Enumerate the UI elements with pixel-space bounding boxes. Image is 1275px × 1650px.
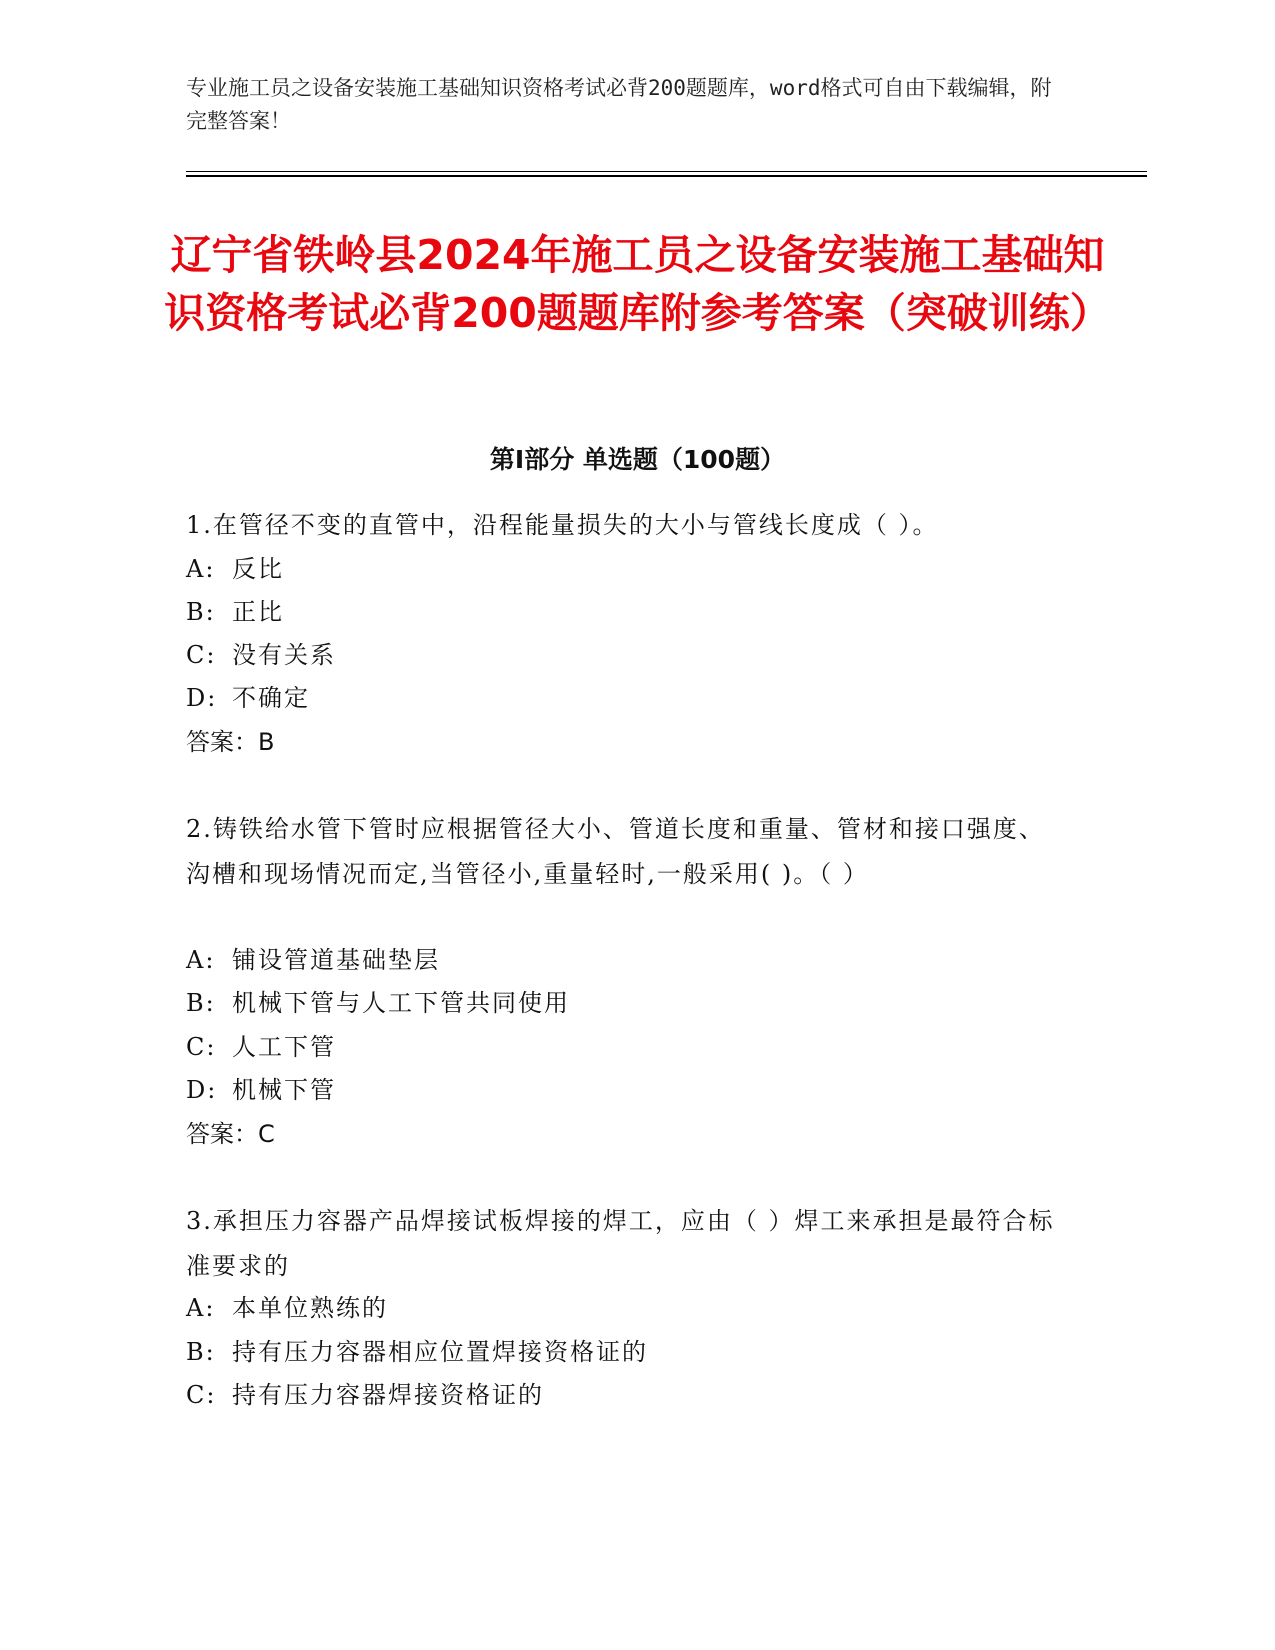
option-text: 机械下管 [232, 1076, 336, 1104]
question-2-text: 2.铸铁给水管下管时应根据管径大小、管道长度和重量、管材和接口强度、沟槽和现场情况而定,当管径小,重量轻时,一般采用( )。（ ） [186, 815, 1045, 888]
question-3-option-a [186, 1293, 388, 1323]
section-heading: 第Ⅰ部分 单选题（100题） [489, 445, 786, 474]
question-2-option-c [186, 1032, 336, 1062]
option-text: 人工下管 [232, 1033, 336, 1061]
question-1-option-c [186, 640, 336, 670]
option-text: 本单位熟练的 [232, 1294, 388, 1322]
option-letter: C: [186, 1381, 217, 1409]
header-divider-thick [186, 175, 1147, 177]
option-text: 持有压力容器焊接资格证的 [232, 1381, 544, 1409]
option-letter: A: [186, 555, 216, 583]
option-text: 铺设管道基础垫层 [232, 946, 440, 974]
question-2-answer: 答案：C [186, 1120, 275, 1148]
question-2-option-a [186, 945, 440, 975]
header-note: 专业施工员之设备安装施工基础知识资格考试必背200题题库，word格式可自由下载编辑，附完整答案！ [186, 76, 1052, 133]
question-1-text: 1.在管径不变的直管中，沿程能量损失的大小与管线长度成（ ）。 [186, 511, 939, 539]
option-text: 机械下管与人工下管共同使用 [232, 989, 570, 1017]
question-3-text: 3.承担压力容器产品焊接试板焊接的焊工，应由（ ）焊工来承担是最符合标准要求的 [186, 1207, 1055, 1280]
document-title: 辽宁省铁岭县2024年施工员之设备安装施工基础知识资格考试必背200题题库附参考答案（突破训练） [164, 231, 1111, 337]
option-text: 反比 [232, 555, 284, 583]
option-letter: A: [186, 1294, 216, 1322]
option-letter: D: [186, 684, 218, 712]
option-text: 没有关系 [232, 641, 336, 669]
header-divider-thin [186, 171, 1147, 172]
question-3-option-c [186, 1380, 544, 1410]
option-letter: C: [186, 1033, 217, 1061]
option-text: 持有压力容器相应位置焊接资格证的 [232, 1338, 648, 1366]
option-letter: B: [186, 989, 216, 1017]
option-text: 正比 [232, 598, 284, 626]
question-1-option-a [186, 554, 284, 584]
question-2-option-d [186, 1075, 336, 1105]
question-2-option-b [186, 988, 570, 1018]
option-letter: C: [186, 641, 217, 669]
option-letter: D: [186, 1076, 218, 1104]
question-1-option-d [186, 683, 310, 713]
option-letter: A: [186, 946, 216, 974]
option-letter: B: [186, 1338, 216, 1366]
question-1-option-b [186, 597, 284, 627]
option-text: 不确定 [232, 684, 310, 712]
option-letter: B: [186, 598, 216, 626]
question-1-answer: 答案：B [186, 728, 275, 756]
question-3-option-b [186, 1337, 648, 1367]
